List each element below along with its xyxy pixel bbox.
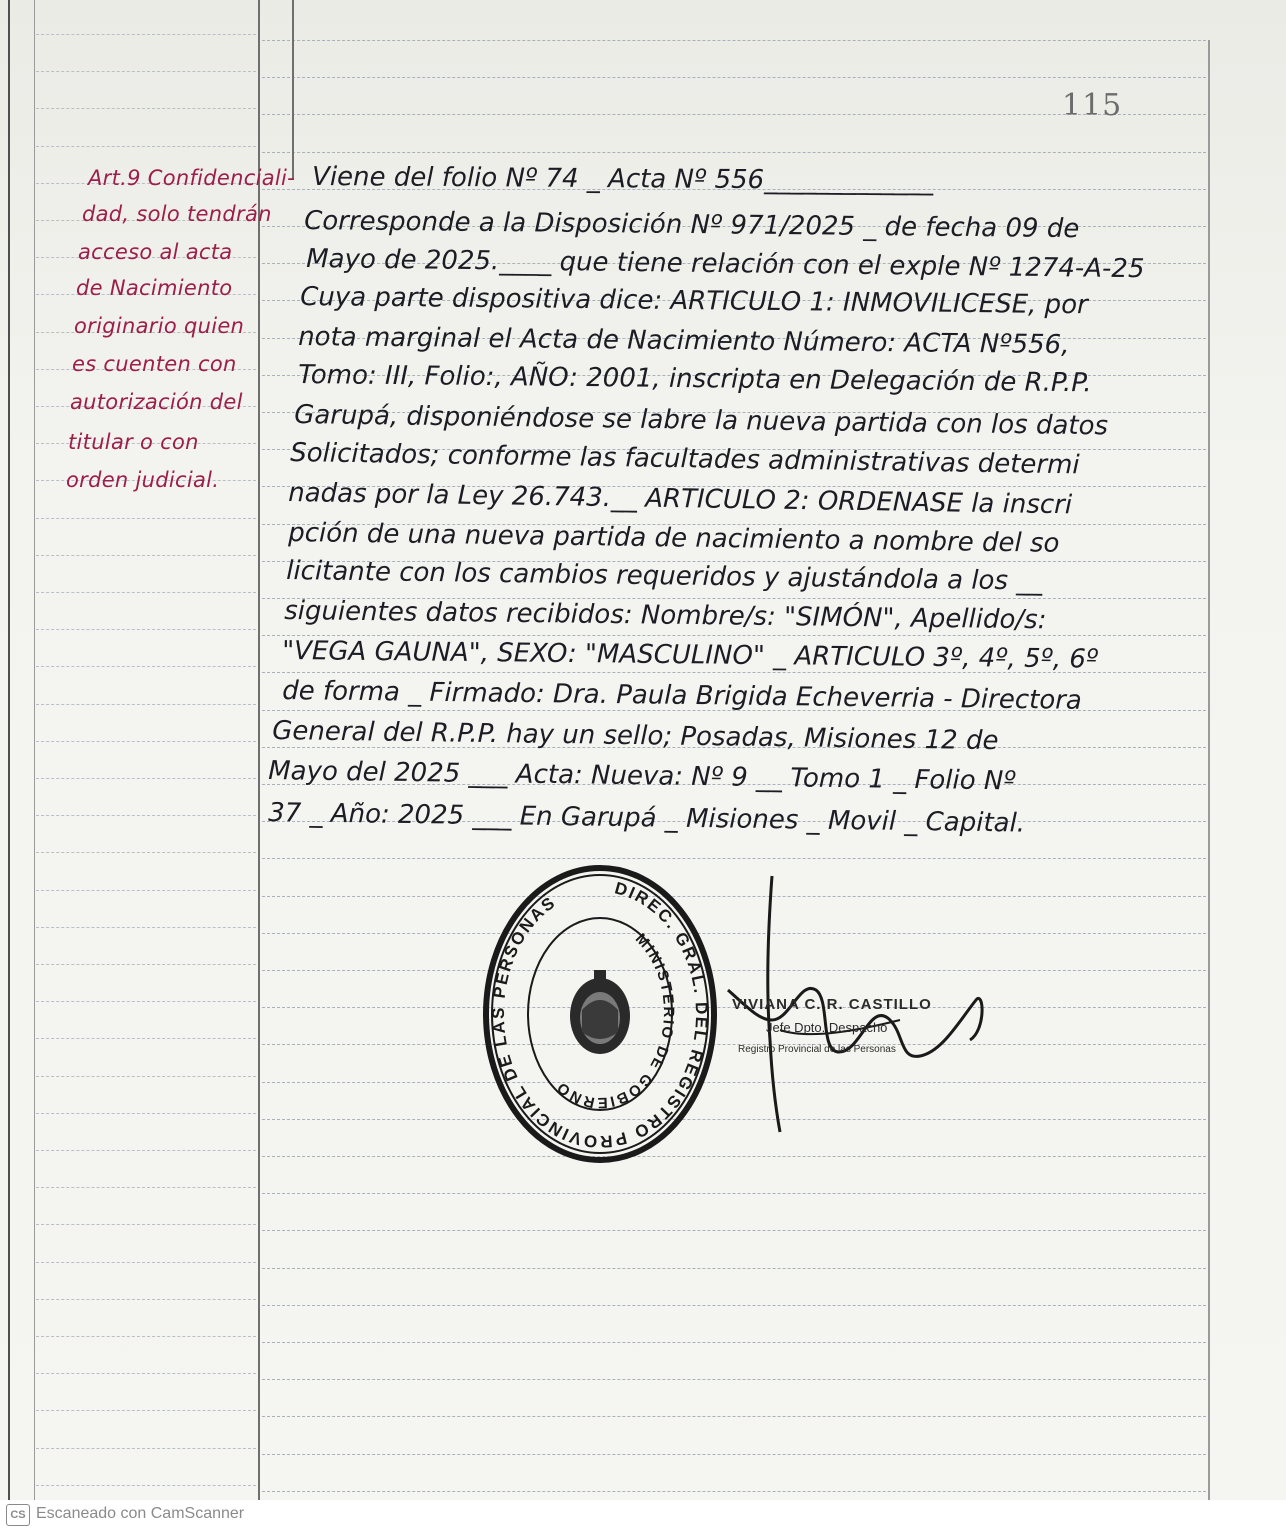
ruled-line bbox=[262, 1491, 1206, 1492]
margin-note-line: es cuenten con bbox=[72, 352, 237, 376]
margin-note-line: dad, solo tendrán bbox=[82, 202, 272, 226]
ruled-line bbox=[262, 1268, 1206, 1269]
ruled-line bbox=[36, 927, 256, 928]
ruled-line bbox=[36, 592, 256, 593]
ruled-line bbox=[36, 1150, 256, 1151]
ruled-line bbox=[36, 555, 256, 556]
body-line: Solicitados; conforme las facultades administrativas determi bbox=[290, 438, 1080, 481]
body-line: Viene del folio Nº 74 _ Acta Nº 556_____________ bbox=[312, 162, 934, 197]
ruled-line bbox=[262, 858, 1206, 859]
signatory-role: Jefe Dpto. Despacho bbox=[766, 1020, 888, 1035]
folio-number: 115 bbox=[1062, 88, 1123, 123]
body-line: 37 _ Año: 2025 ___ En Garupá _ Misiones _ Movil _ Capital. bbox=[268, 798, 1026, 839]
ruled-line bbox=[36, 778, 256, 779]
ruled-line bbox=[36, 741, 256, 742]
ruled-line bbox=[36, 1262, 256, 1263]
ruled-line bbox=[36, 1448, 256, 1449]
signatory-office: Registro Provincial de las Personas bbox=[738, 1044, 896, 1055]
ruled-line bbox=[36, 1410, 256, 1411]
body-line: General del R.P.P. hay un sello; Posadas, Misiones 12 de bbox=[272, 716, 999, 757]
margin-note-line: titular o con bbox=[68, 430, 199, 454]
ruled-line bbox=[36, 1001, 256, 1002]
body-line: Corresponde a la Disposición Nº 971/2025 _ de fecha 09 de bbox=[304, 206, 1080, 245]
ruled-line bbox=[262, 77, 1206, 78]
body-line: pción de una nueva partida de nacimiento a nombre del so bbox=[288, 518, 1060, 559]
ruled-line bbox=[36, 629, 256, 630]
body-line: Garupá, disponiéndose se labre la nueva partida con los datos bbox=[294, 400, 1109, 442]
ruled-line bbox=[36, 852, 256, 853]
margin-note-line: originario quien bbox=[74, 314, 245, 338]
margin-note-line: acceso al acta bbox=[78, 240, 233, 264]
ruled-line bbox=[262, 1342, 1206, 1343]
ruled-line bbox=[262, 635, 1206, 636]
ruled-line bbox=[262, 152, 1206, 153]
body-line: Mayo de 2025.____ que tiene relación con el exple Nº 1274-A-25 bbox=[306, 244, 1145, 285]
ruled-line bbox=[36, 518, 256, 519]
ruled-line bbox=[262, 1416, 1206, 1417]
ruled-line bbox=[36, 34, 256, 35]
ruled-line bbox=[36, 704, 256, 705]
body-line: de forma _ Firmado: Dra. Paula Brigida Echeverria - Directora bbox=[282, 676, 1083, 716]
body-line: Mayo del 2025 ___ Acta: Nueva: Nº 9 __ Tomo 1 _ Folio Nº bbox=[268, 756, 1016, 797]
ruled-line bbox=[36, 1187, 256, 1188]
body-line: Tomo: III, Folio:, AÑO: 2001, inscripta en Delegación de R.P.P. bbox=[298, 360, 1092, 399]
ruled-line bbox=[36, 666, 256, 667]
ruled-line bbox=[36, 1113, 256, 1114]
margin-line-left-column bbox=[258, 0, 260, 1535]
ruled-line bbox=[262, 40, 1206, 41]
coat-of-arms-icon bbox=[570, 970, 630, 1054]
ruled-line bbox=[36, 815, 256, 816]
body-line: siguientes datos recibidos: Nombre/s: "SIMÓN", Apellido/s: bbox=[284, 596, 1047, 636]
ruled-line bbox=[262, 1454, 1206, 1455]
body-line: licitante con los cambios requeridos y ajustándola a los __ bbox=[286, 556, 1043, 597]
scanner-footer bbox=[0, 1500, 1286, 1535]
seal-inner-text: MINISTERIO DE GOBIERNO bbox=[552, 930, 677, 1112]
margin-line-inner bbox=[34, 0, 35, 1535]
margin-note-line: de Nacimiento bbox=[76, 276, 233, 300]
ruled-line bbox=[36, 108, 256, 109]
ruled-line bbox=[262, 1305, 1206, 1306]
margin-line-short bbox=[292, 0, 294, 180]
ruled-line bbox=[36, 890, 256, 891]
seal-outer-text: DIREC. GRAL. DEL REGISTRO PROVINCIAL DE LAS PERSONAS bbox=[488, 878, 712, 1152]
margin-line-outer bbox=[8, 0, 10, 1535]
ruled-line bbox=[36, 1373, 256, 1374]
margin-line-right bbox=[1208, 40, 1210, 1530]
scanner-watermark-text: Escaneado con CamScanner bbox=[36, 1505, 245, 1522]
ruled-line bbox=[36, 1299, 256, 1300]
ruled-line bbox=[36, 1485, 256, 1486]
ruled-line bbox=[36, 1038, 256, 1039]
ruled-line bbox=[36, 964, 256, 965]
ruled-line bbox=[262, 1156, 1206, 1157]
ruled-line bbox=[262, 1193, 1206, 1194]
ruled-line bbox=[262, 1230, 1206, 1231]
ruled-line bbox=[36, 1336, 256, 1337]
official-seal bbox=[482, 860, 718, 1166]
ruled-line bbox=[262, 1379, 1206, 1380]
ruled-line bbox=[36, 71, 256, 72]
margin-note-line: autorización del bbox=[70, 390, 243, 414]
body-line: nota marginal el Acta de Nacimiento Número: ACTA Nº556, bbox=[298, 322, 1070, 361]
body-line: Cuya parte dispositiva dice: ARTICULO 1: INMOVILICESE, por bbox=[300, 282, 1088, 321]
ruled-line bbox=[36, 1076, 256, 1077]
signatory-name: VIVIANA C. R. CASTILLO bbox=[732, 996, 932, 1013]
camscanner-logo-icon: CS bbox=[6, 1504, 30, 1526]
margin-note-line: Art.9 Confidenciali- bbox=[88, 166, 296, 190]
body-line: nadas por la Ley 26.743.__ ARTICULO 2: ORDENASE la inscri bbox=[288, 478, 1073, 521]
body-line: "VEGA GAUNA", SEXO: "MASCULINO" _ ARTICULO 3º, 4º, 5º, 6º bbox=[282, 636, 1099, 675]
ruled-line bbox=[36, 146, 256, 147]
margin-note-line: orden judicial. bbox=[66, 468, 220, 492]
ruled-line bbox=[36, 1224, 256, 1225]
